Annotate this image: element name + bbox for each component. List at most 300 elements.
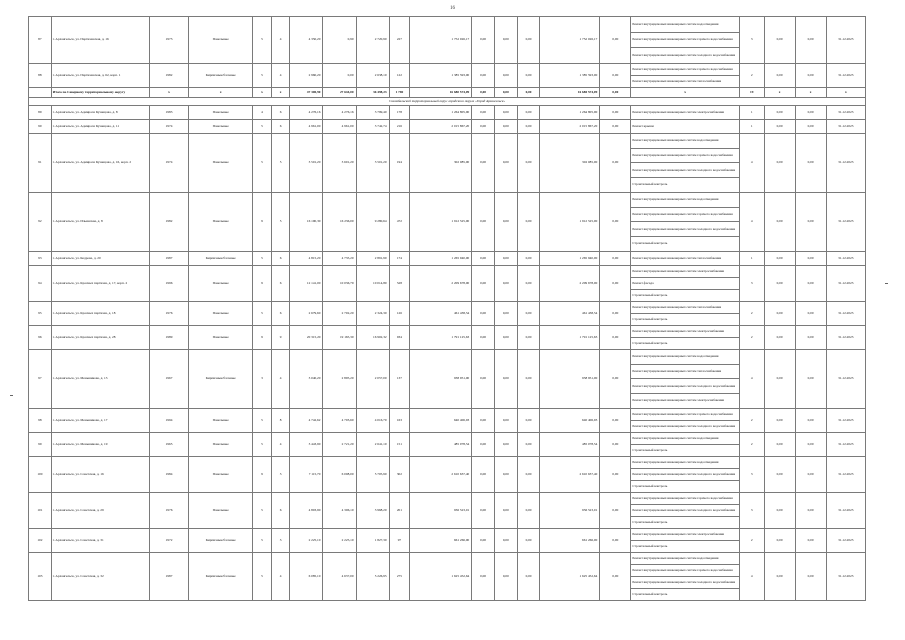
cell-floors: x xyxy=(253,87,272,97)
cell-s1: 0,00 xyxy=(764,192,795,251)
cell-s1: 0,00 xyxy=(764,552,795,600)
cell-f1: 0,00 xyxy=(472,192,495,251)
cell-year: 1967 xyxy=(149,349,188,408)
cell-floors: 5 xyxy=(253,251,272,265)
cell-entr: 4 xyxy=(271,349,290,408)
cell-people: 227 xyxy=(389,17,410,64)
cell-f4: 0,00 xyxy=(600,133,631,192)
cell-a1: 2 679,60 xyxy=(290,301,323,325)
cell-year: 1972 xyxy=(149,528,188,552)
cell-a1: 16 190,30 xyxy=(290,192,323,251)
cell-addr: г. Архангельск, ул. Кедрова, д. 20 xyxy=(51,251,149,265)
cell-addr: г. Архангельск, ул. Советская, д. 29 xyxy=(51,492,149,528)
table-row xyxy=(29,192,866,207)
table-row xyxy=(29,349,866,364)
cell-own: 302 085,00 xyxy=(540,133,600,192)
cell-f2: 0,00 xyxy=(494,408,517,432)
cell-a2: 3 601,20 xyxy=(323,133,356,192)
cell-entr: 8 xyxy=(271,408,290,432)
cell-f3: 0,00 xyxy=(517,265,540,301)
cell-own: 1 912 525,00 xyxy=(540,192,600,251)
cell-a1: 4 961,00 xyxy=(290,119,323,133)
cell-a3: 3 742,74 xyxy=(356,119,389,133)
cell-date: 31.12.2023 xyxy=(826,265,865,301)
cell-wall: Панельные xyxy=(189,301,253,325)
cell-date: x xyxy=(826,87,865,97)
cell-a3: 9 280,64 xyxy=(356,192,389,251)
cell-work-type: Ремонт внутридомовых инженерных систем водоотведения xyxy=(631,349,740,364)
cell-s2: 0,00 xyxy=(795,251,826,265)
cell-year: 1973 xyxy=(149,17,188,64)
cell-a2: 16 236,00 xyxy=(323,192,356,251)
cell-k: 3 xyxy=(739,456,764,492)
cell-s1: 0,00 xyxy=(764,528,795,552)
cell-num: 99 xyxy=(29,432,52,456)
cell-cost: 16 680 574,09 xyxy=(410,87,472,97)
cell-entr: 9 xyxy=(271,325,290,349)
cell-work-type: Ремонт внутридомовых инженерных систем электроснабжения xyxy=(631,105,740,119)
cell-year: 1982 xyxy=(149,192,188,251)
cell-a1: 6 085,10 xyxy=(290,552,323,600)
cell-a2: 4 276,16 xyxy=(323,105,356,119)
cell-a3: 2 638,10 xyxy=(356,63,389,87)
cell-a3: 16 902,32 xyxy=(356,325,389,349)
cell-year: 1976 xyxy=(149,301,188,325)
cell-wall: Панельные xyxy=(189,105,253,119)
cell-work-type: Ремонт внутридомовых инженерных систем электроснабжения xyxy=(631,325,740,337)
cell-num: 94 xyxy=(29,265,52,301)
cell-f2: 0,00 xyxy=(494,87,517,97)
cell-own: 2 610 637,40 xyxy=(540,456,600,492)
cell-floors: 3 xyxy=(253,349,272,408)
cell-people: 126 xyxy=(389,301,410,325)
cell-f1: 0,00 xyxy=(472,251,495,265)
cell-cost: 1 912 525,00 xyxy=(410,192,472,251)
cell-f3: 0,00 xyxy=(517,528,540,552)
cell-s1: 0,00 xyxy=(764,349,795,408)
cell-date: 31.12.2023 xyxy=(826,63,865,87)
page-number: 16 xyxy=(450,6,455,11)
cell-date: 31.12.2023 xyxy=(826,456,865,492)
cell-f2: 0,00 xyxy=(494,251,517,265)
cell-f4: 0,00 xyxy=(600,408,631,432)
cell-work-type: Ремонт внутридомовых инженерных систем водоотведения xyxy=(631,192,740,207)
cell-a2: 0,00 xyxy=(323,63,356,87)
cell-entr: 6 xyxy=(271,301,290,325)
cell-people: 275 xyxy=(389,552,410,600)
cell-f2: 0,00 xyxy=(494,105,517,119)
cell-floors: 5 xyxy=(253,63,272,87)
cell-year: 1987 xyxy=(149,251,188,265)
cell-year: x xyxy=(149,87,188,97)
cell-f1: 0,00 xyxy=(472,349,495,408)
cell-f1: 0,00 xyxy=(472,408,495,432)
cell-f3: 0,00 xyxy=(517,119,540,133)
cell-s2: 0,00 xyxy=(795,133,826,192)
cell-a3: 2 720,90 xyxy=(356,17,389,64)
table-row xyxy=(29,119,866,133)
cell-work-type: Ремонт внутридомовых инженерных систем электроснабжения xyxy=(631,265,740,277)
cell-num: 93 xyxy=(29,251,52,265)
cell-f2: 0,00 xyxy=(494,349,517,408)
cell-k: 3 xyxy=(739,492,764,528)
table-row xyxy=(29,251,866,265)
cell-work-type: Ремонт внутридомовых инженерных систем горячего водоснабжения xyxy=(631,32,740,48)
cell-people: 137 xyxy=(389,349,410,408)
cell-work-type: Строительный контроль xyxy=(631,337,740,349)
cell-a1: 4 742,62 xyxy=(290,408,323,432)
cell-a3: 2 057,00 xyxy=(356,349,389,408)
cell-a1: 4 803,90 xyxy=(290,492,323,528)
cell-date: 31.12.2023 xyxy=(826,251,865,265)
cell-floors: 5 xyxy=(253,528,272,552)
cell-entr: x xyxy=(271,87,290,97)
cell-f4: 0,00 xyxy=(600,105,631,119)
cell-a3: 1 827,30 xyxy=(356,528,389,552)
cell-k: 4 xyxy=(739,552,764,600)
cell-f1: 0,00 xyxy=(472,492,495,528)
cell-work-type: Ремонт внутридомовых инженерных систем холодного водоснабжения xyxy=(631,468,740,480)
cell-cost: 661 266,00 xyxy=(410,528,472,552)
cell-num: 96 xyxy=(29,325,52,349)
cell-num: 89 xyxy=(29,105,52,119)
cell-cost: 1 265 940,00 xyxy=(410,251,472,265)
section-row xyxy=(29,97,866,105)
cell-own: 2 209 678,00 xyxy=(540,265,600,301)
cell-people: 178 xyxy=(389,105,410,119)
cell-f2: 0,00 xyxy=(494,17,517,64)
cell-k: 19 xyxy=(739,87,764,97)
cell-a1: 47 300,90 xyxy=(290,87,323,97)
cell-wall: Кирпичные/блочные xyxy=(189,349,253,408)
cell-wall: Панельные xyxy=(189,119,253,133)
cell-num: 95 xyxy=(29,301,52,325)
cell-entr: 3 xyxy=(271,528,290,552)
cell-k: 4 xyxy=(739,192,764,251)
cell-wall: Панельные xyxy=(189,325,253,349)
cell-work-type: Ремонт внутридомовых инженерных систем теплоснабжения xyxy=(631,75,740,87)
cell-work-type: Ремонт внутридомовых инженерных систем теплоснабжения xyxy=(631,364,740,379)
cell-wall: Кирпичные/блочные xyxy=(189,251,253,265)
capital-repair-register-table xyxy=(28,16,866,601)
cell-s2: x xyxy=(795,87,826,97)
cell-own: 1 264 805,90 xyxy=(540,105,600,119)
cell-f1: 0,00 xyxy=(472,325,495,349)
cell-work-type: Ремонт внутридомовых инженерных систем водоотведения xyxy=(631,17,740,33)
cell-people: 97 xyxy=(389,528,410,552)
table-row xyxy=(29,408,866,420)
cell-addr: г. Архангельск, ул. Советская, д. 31 xyxy=(51,528,149,552)
cell-f1: 0,00 xyxy=(472,119,495,133)
cell-date: 31.12.2023 xyxy=(826,432,865,456)
cell-addr: г. Архангельск, ул. Меньшикова, д. 19 xyxy=(51,432,149,456)
cell-a2: 2 225,10 xyxy=(323,528,356,552)
cell-s1: 0,00 xyxy=(764,325,795,349)
cell-f3: 0,00 xyxy=(517,63,540,87)
cell-s1: 0,00 xyxy=(764,119,795,133)
table-row xyxy=(29,133,866,148)
cell-work-type: x xyxy=(631,87,740,97)
cell-entr: 5 xyxy=(271,133,290,192)
cell-num: 91 xyxy=(29,133,52,192)
cell-num: 102 xyxy=(29,528,52,552)
cell-year: 1994 xyxy=(149,408,188,432)
cell-k: 1 xyxy=(739,251,764,265)
cell-work-type: Ремонт внутридомовых инженерных систем теплоснабжения xyxy=(631,301,740,313)
cell-a1: 20 315,20 xyxy=(290,325,323,349)
cell-s2: 0,00 xyxy=(795,325,826,349)
cell-s1: 0,00 xyxy=(764,456,795,492)
cell-f1: 0,00 xyxy=(472,456,495,492)
cell-s2: 0,00 xyxy=(795,552,826,600)
margin-tick-left xyxy=(10,395,13,396)
cell-f4: 0,00 xyxy=(600,63,631,87)
cell-f3: 0,00 xyxy=(517,301,540,325)
cell-s2: 0,00 xyxy=(795,456,826,492)
cell-a1: 4 350,20 xyxy=(290,17,323,64)
cell-f2: 0,00 xyxy=(494,325,517,349)
cell-work-type: Ремонт внутридомовых инженерных систем холодного водоснабжения xyxy=(631,504,740,516)
cell-addr: г. Архангельск, ул. Партизанская, д. 16 xyxy=(51,17,149,64)
cell-floors: 5 xyxy=(253,552,272,600)
cell-date: 31.12.2023 xyxy=(826,105,865,119)
cell-own: 661 266,00 xyxy=(540,528,600,552)
cell-addr: г. Архангельск, ул. Адмирала Кузнецова, д. 8 xyxy=(51,105,149,119)
section-title: Соломбальский территориальный округ городского округа «Город Архангельск» xyxy=(29,97,866,105)
cell-addr: г. Архангельск, ул. Адмирала Кузнецова, д. 16, корп. 2 xyxy=(51,133,149,192)
table-row xyxy=(29,456,866,468)
cell-f3: 0,00 xyxy=(517,87,540,97)
cell-a1: 4 815,20 xyxy=(290,251,323,265)
cell-s2: 0,00 xyxy=(795,432,826,456)
cell-f1: 0,00 xyxy=(472,301,495,325)
cell-f1: 0,00 xyxy=(472,105,495,119)
cell-k: 2 xyxy=(739,325,764,349)
cell-f4: 0,00 xyxy=(600,456,631,492)
cell-wall: Панельные xyxy=(189,17,253,64)
cell-f1: 0,00 xyxy=(472,552,495,600)
cell-people: 122 xyxy=(389,63,410,87)
cell-a3: 2 324,30 xyxy=(356,301,389,325)
cell-addr: г. Архангельск, ул. Адмирала Кузнецова, д. 11 xyxy=(51,119,149,133)
cell-cost: 302 085,00 xyxy=(410,133,472,192)
cell-entr: 6 xyxy=(271,105,290,119)
cell-a2: 4 306,10 xyxy=(323,492,356,528)
cell-a2: 2 721,20 xyxy=(323,432,356,456)
cell-num: 92 xyxy=(29,192,52,251)
cell-floors: 5 xyxy=(253,492,272,528)
cell-a3: 5 705,90 xyxy=(356,456,389,492)
cell-f3: 0,00 xyxy=(517,105,540,119)
cell-num: 103 xyxy=(29,552,52,600)
cell-work-type: Ремонт внутридомовых инженерных систем горячего водоснабжения xyxy=(631,207,740,222)
table-row xyxy=(29,432,866,444)
cell-floors: 5 xyxy=(253,301,272,325)
cell-s2: 0,00 xyxy=(795,105,826,119)
cell-f4: 0,00 xyxy=(600,265,631,301)
cell-s1: 0,00 xyxy=(764,63,795,87)
cell-s1: 0,00 xyxy=(764,492,795,528)
table-row xyxy=(29,552,866,564)
cell-date: 31.12.2023 xyxy=(826,528,865,552)
cell-work-type: Ремонт внутридомовых инженерных систем горячего водоснабжения xyxy=(631,564,740,576)
cell-year: 1987 xyxy=(149,552,188,600)
total-row xyxy=(29,87,866,97)
cell-f1: 0,00 xyxy=(472,63,495,87)
cell-work-type: Ремонт внутридомовых инженерных систем холодного водоснабжения xyxy=(631,163,740,178)
cell-f2: 0,00 xyxy=(494,528,517,552)
cell-wall: Панельные xyxy=(189,265,253,301)
cell-addr: г. Архангельск, ул. Меньшикова, д. 13 xyxy=(51,349,149,408)
cell-num: 101 xyxy=(29,492,52,528)
cell-a3: 2 641,10 xyxy=(356,432,389,456)
cell-work-type: Ремонт внутридомовых инженерных систем холодного водоснабжения xyxy=(631,379,740,394)
cell-a1: 2 225,10 xyxy=(290,528,323,552)
cell-k: 4 xyxy=(739,349,764,408)
cell-num: 87 xyxy=(29,17,52,64)
cell-k: 2 xyxy=(739,432,764,456)
cell-f3: 0,00 xyxy=(517,17,540,64)
cell-work-type: Строительный контроль xyxy=(631,588,740,600)
cell-f3: 0,00 xyxy=(517,349,540,408)
cell-people: 174 xyxy=(389,251,410,265)
cell-people: 528 xyxy=(389,265,410,301)
cell-k: 2 xyxy=(739,528,764,552)
cell-a3: 10 014,80 xyxy=(356,265,389,301)
cell-date: 31.12.2023 xyxy=(826,133,865,192)
cell-own: 1 752 026,17 xyxy=(540,17,600,64)
cell-num: 97 xyxy=(29,349,52,408)
cell-people: 934 xyxy=(389,325,410,349)
cell-f2: 0,00 xyxy=(494,552,517,600)
cell-f3: 0,00 xyxy=(517,325,540,349)
cell-work-type: Строительный контроль xyxy=(631,289,740,301)
cell-num xyxy=(29,87,52,97)
cell-f2: 0,00 xyxy=(494,301,517,325)
cell-year: 1976 xyxy=(149,492,188,528)
cell-date: 31.12.2023 xyxy=(826,552,865,600)
cell-k: 3 xyxy=(739,265,764,301)
cell-work-type: Ремонт крыши xyxy=(631,119,740,133)
cell-s2: 0,00 xyxy=(795,408,826,432)
cell-a2: 10 036,79 xyxy=(323,265,356,301)
cell-f4: 0,00 xyxy=(600,17,631,64)
cell-floors: 5 xyxy=(253,408,272,432)
cell-wall: Панельные xyxy=(189,492,253,528)
cell-a1: 3 501,20 xyxy=(290,133,323,192)
register-body xyxy=(29,17,866,601)
cell-entr: 6 xyxy=(271,265,290,301)
cell-work-type: Строительный контроль xyxy=(631,540,740,552)
cell-own: 938 951,00 xyxy=(540,349,600,408)
cell-f4: 0,00 xyxy=(600,119,631,133)
table-row xyxy=(29,325,866,337)
cell-f1: 0,00 xyxy=(472,17,495,64)
cell-cost: 936 523,01 xyxy=(410,492,472,528)
cell-cost: 938 951,00 xyxy=(410,349,472,408)
cell-addr: г. Архангельск, ул. Советская, д. 32 xyxy=(51,552,149,600)
cell-s1: 0,00 xyxy=(764,432,795,456)
cell-floors: 9 xyxy=(253,265,272,301)
cell-f1: 0,00 xyxy=(472,87,495,97)
cell-f4: 0,00 xyxy=(600,492,631,528)
cell-work-type: Строительный контроль xyxy=(631,516,740,528)
cell-year: 1974 xyxy=(149,133,188,192)
cell-date: 31.12.2023 xyxy=(826,192,865,251)
cell-wall: x xyxy=(189,87,253,97)
cell-year: 1965 xyxy=(149,432,188,456)
cell-cost: 640 406,93 xyxy=(410,408,472,432)
cell-floors: 5 xyxy=(253,432,272,456)
cell-work-type: Ремонт внутридомовых инженерных систем горячего водоснабжения xyxy=(631,408,740,420)
cell-entr: 6 xyxy=(271,119,290,133)
cell-a2: 27 644,00 xyxy=(323,87,356,97)
cell-a1: 7 115,70 xyxy=(290,456,323,492)
cell-f2: 0,00 xyxy=(494,432,517,456)
cell-people: 302 xyxy=(389,456,410,492)
cell-wall: Кирпичные/блочные xyxy=(189,63,253,87)
cell-entr: 4 xyxy=(271,63,290,87)
cell-addr: Итого по Северному территориальному округу xyxy=(51,87,149,97)
cell-year: 1983 xyxy=(149,105,188,119)
cell-addr: г. Архангельск, ул. Партизанская, д. 62, корп. 1 xyxy=(51,63,149,87)
cell-a2: 2 895,20 xyxy=(323,349,356,408)
cell-s2: 0,00 xyxy=(795,301,826,325)
margin-tick-right xyxy=(885,283,888,284)
cell-cost: 461 438,54 xyxy=(410,301,472,325)
cell-s2: 0,00 xyxy=(795,265,826,301)
cell-date: 31.12.2023 xyxy=(826,349,865,408)
cell-a1: 4 276,16 xyxy=(290,105,323,119)
cell-date: 31.12.2023 xyxy=(826,301,865,325)
cell-a2: 4 703,60 xyxy=(323,408,356,432)
cell-work-type: Ремонт внутридомовых инженерных систем горячего водоснабжения xyxy=(631,492,740,504)
cell-k: 1 xyxy=(739,105,764,119)
cell-f4: 0,00 xyxy=(600,251,631,265)
cell-people: 151 xyxy=(389,432,410,456)
cell-addr: г. Архангельск, ул. Ильинская, д. 8 xyxy=(51,192,149,251)
cell-f4: 0,00 xyxy=(600,87,631,97)
cell-f4: 0,00 xyxy=(600,349,631,408)
table-row xyxy=(29,301,866,313)
cell-people: 216 xyxy=(389,119,410,133)
cell-f3: 0,00 xyxy=(517,251,540,265)
cell-f2: 0,00 xyxy=(494,63,517,87)
cell-cost: 1 752 026,17 xyxy=(410,17,472,64)
cell-f2: 0,00 xyxy=(494,133,517,192)
cell-work-type: Ремонт внутридомовых инженерных систем водоотведения xyxy=(631,552,740,564)
cell-people: 472 xyxy=(389,192,410,251)
cell-entr: 5 xyxy=(271,192,290,251)
cell-addr: г. Архангельск, ул. Советская, д. 16 xyxy=(51,456,149,492)
cell-own: 1 791 125,63 xyxy=(540,325,600,349)
cell-work-type: Ремонт фасада xyxy=(631,277,740,289)
cell-cost: 2 209 678,00 xyxy=(410,265,472,301)
cell-num: 98 xyxy=(29,408,52,432)
cell-date: 31.12.2023 xyxy=(826,492,865,528)
cell-year: 1989 xyxy=(149,325,188,349)
cell-work-type: Ремонт внутридомовых инженерных систем горячего водоснабжения xyxy=(631,148,740,163)
cell-f2: 0,00 xyxy=(494,456,517,492)
cell-own: 16 680 574,09 xyxy=(540,87,600,97)
cell-people: 1 769 xyxy=(389,87,410,97)
cell-s1: 0,00 xyxy=(764,251,795,265)
cell-num: 90 xyxy=(29,119,52,133)
cell-f4: 0,00 xyxy=(600,325,631,349)
cell-work-type: Ремонт внутридомовых инженерных систем водоотведения xyxy=(631,432,740,444)
cell-own: 936 523,01 xyxy=(540,492,600,528)
cell-a3: 3 501,20 xyxy=(356,133,389,192)
